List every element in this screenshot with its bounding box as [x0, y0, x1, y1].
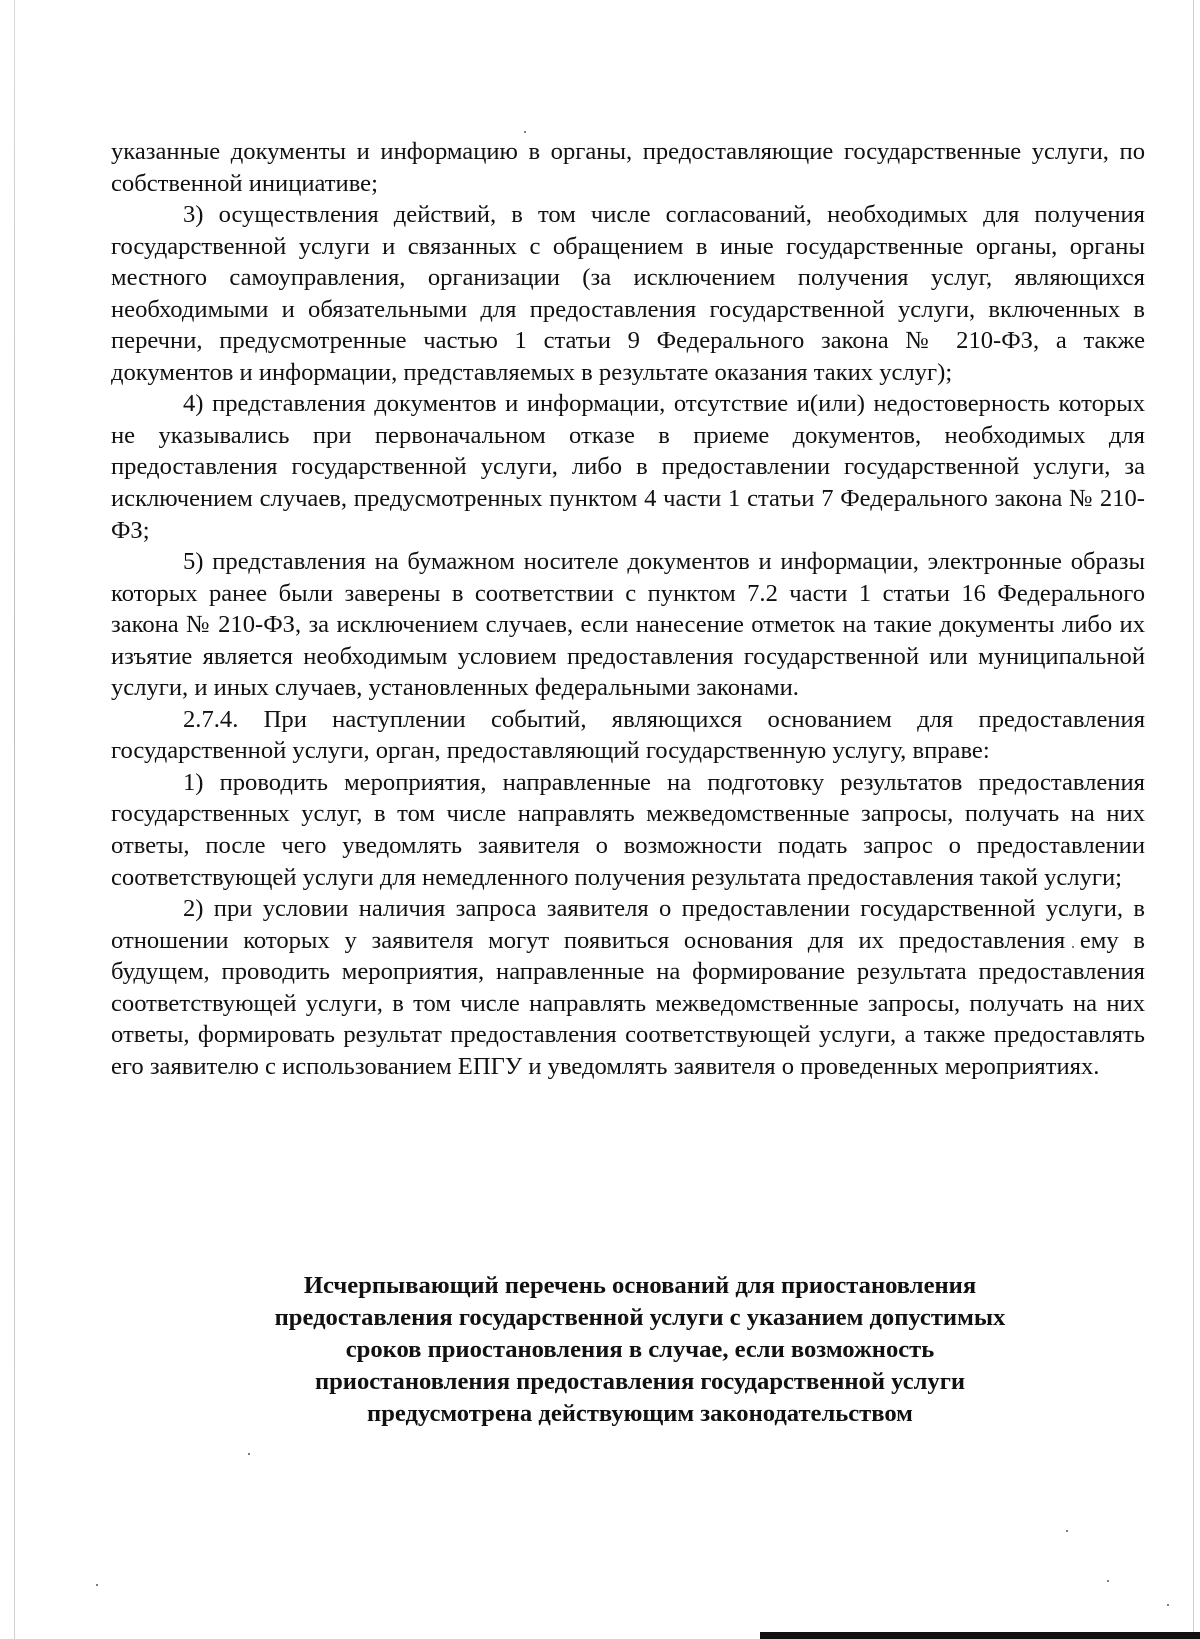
- paragraph-subitem-2: 2) при условии наличия запроса заявителя о предоставлении государственной услуги, в отношении которых у заявителя могут появиться основания для их предоставления ему в будущем, проводить мероприятия, направленные на формирование результата предоставления соответствующей услуги, в том числе направлять межведомственные запросы, получать на них ответы, формировать результат предоставления соответствующей услуги, а также предоставлять его заявителю с использованием ЕПГУ и уведомлять заявителя о проведенных мероприятиях.: [111, 895, 1145, 1080]
- heading-line: приостановления предоставления государственной услуги: [314, 1368, 966, 1395]
- scan-edge-right: [1193, 0, 1194, 1639]
- scan-edge-bottom: [760, 1632, 1200, 1639]
- paragraph-item-3: 3) осуществления действий, в том числе согласований, необходимых для получения государственной услуги и связанных с обращением в иные государственные органы, органы местного самоуправления, организации (за исключением получения услуг, являющихся необходимыми и обязательными для предоставления государственной услуги, включенных в перечни, предусмотренные частью 1 статьи 9 Федерального закона № 210-ФЗ, а также документов и информации, представляемых в результате оказания таких услуг);: [111, 201, 1145, 386]
- scan-speck: [1066, 1530, 1068, 1532]
- paragraph-item-4: 4) представления документов и информации, отсутствие и(или) недостоверность которых не указывались при первоначальном отказе в приеме документов, необходимых для предоставления государственной услуги, либо в предоставлении государственной услуги, за исключением случаев, предусмотренных пунктом 4 части 1 статьи 7 Федерального закона № 210-ФЗ;: [111, 390, 1145, 544]
- paragraph-item-5: 5) представления на бумажном носителе документов и информации, электронные образы которых ранее были заверены в соответствии с пунктом 7.2 части 1 статьи 16 Федерального закона № 210-ФЗ, за исключением случаев, если нанесение отметок на такие документы либо их изъятие является необходимым условием предоставления государственной или муниципальной услуги, и иных случаев, установленных федеральными законами.: [111, 548, 1145, 702]
- scan-edge-left: [14, 0, 15, 1639]
- section-heading: [200, 1270, 1080, 1430]
- paragraph-subitem-1: 1) проводить мероприятия, направленные на подготовку результатов предоставления государственных услуг, в том числе направлять межведомственные запросы, получать на них ответы, после чего уведомлять заявителя о возможности подать запрос о предоставлении соответствующей услуги для немедленного получения результата предоставления такой услуги;: [111, 768, 1145, 891]
- body-text: [111, 136, 1145, 1082]
- heading-line: Исчерпывающий перечень оснований для приостановления: [303, 1272, 977, 1299]
- paragraph-2-7-4: 2.7.4. При наступлении событий, являющихся основанием для предоставления государственной услуги, орган, предоставляющий государственную услугу, вправе:: [111, 705, 1145, 765]
- heading-line: сроков приостановления в случае, если возможность: [345, 1336, 935, 1363]
- scan-speck: [1107, 1580, 1109, 1582]
- scan-speck: [248, 1453, 250, 1455]
- paragraph-continuation: указанные документы и информацию в органы, предоставляющие государственные услуги, по собственной инициативе;: [111, 138, 1145, 197]
- heading-line: предоставления государственной услуги с указанием допустимых: [274, 1304, 1006, 1331]
- scan-speck: [524, 131, 526, 133]
- heading-line: предусмотрена действующим законодательством: [367, 1400, 913, 1427]
- scan-speck: [1167, 1604, 1169, 1606]
- scan-speck: [96, 1584, 98, 1586]
